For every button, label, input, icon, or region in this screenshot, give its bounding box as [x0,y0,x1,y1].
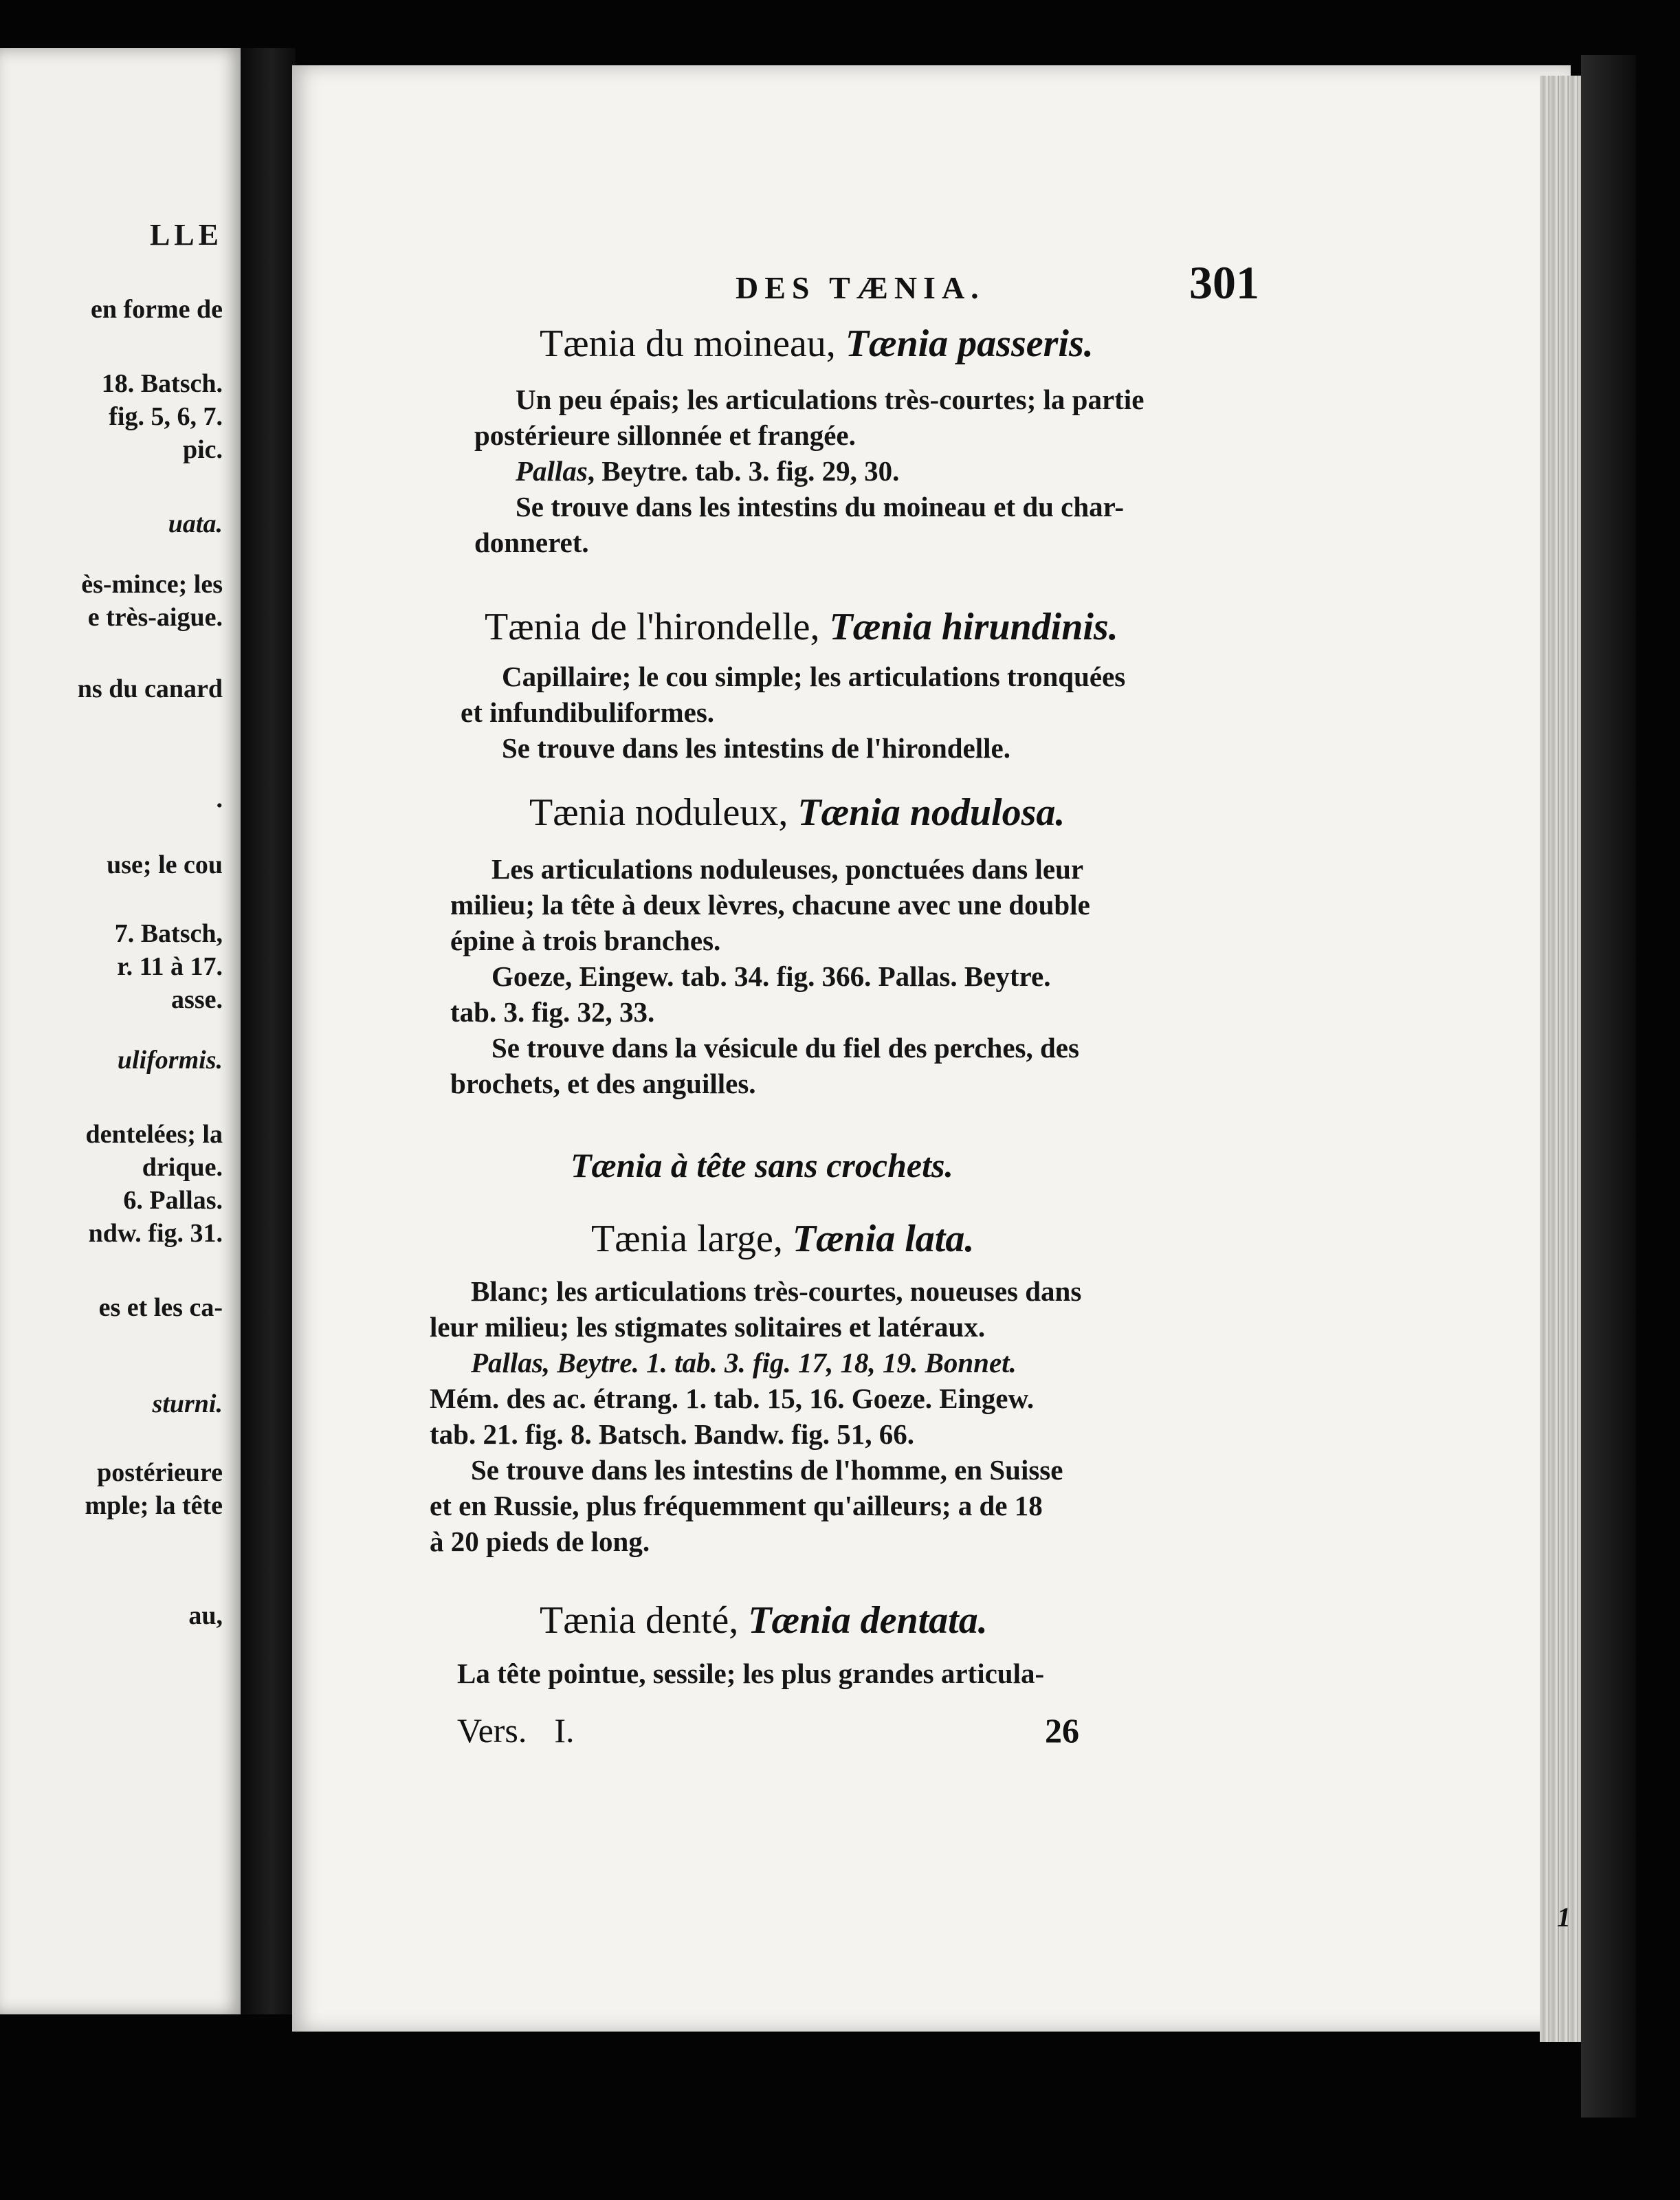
entry-latin-name: Tænia passeris. [845,322,1094,365]
text-line [474,453,1144,489]
left-page-line: mple; la tête [85,1491,223,1520]
entry-description [457,1656,1044,1691]
left-page-line: use; le cou [107,850,223,879]
left-page-line: ns du canard [77,674,223,703]
citation-line: Pallas, Beytre. 1. tab. 3. fig. 17, 18, 19. Bonnet. [471,1347,1017,1378]
signature-number: 26 [1045,1711,1079,1750]
left-page-line: drique. [142,1153,223,1182]
citation-line: Mém. des ac. étrang. 1. tab. 15, 16. Goeze. Eingew. [430,1383,1035,1414]
text-line: Se trouve dans les intestins de l'homme, en Suisse [471,1454,1063,1486]
left-page-line: e très-aigue. [87,603,223,632]
left-page-line: 6. Pallas. [123,1186,223,1215]
author-name: Pallas [516,455,588,487]
text-line: milieu; la tête à deux lèvres, chacune avec une double [450,889,1090,921]
left-page-line: r. 11 à 17. [117,952,223,981]
entry-name: Tænia du moineau, [540,322,836,365]
signature-mark [457,1710,575,1750]
left-page-line: LLE [149,218,223,252]
left-page-line: uata. [168,509,223,538]
text-line: postérieure sillonnée et frangée. [474,419,856,451]
text-line: Les articulations noduleuses, ponctuées dans leur [491,853,1084,885]
text-line: Se trouve dans la vésicule du fiel des perches, des [491,1032,1079,1064]
left-page-line: fig. 5, 6, 7. [109,402,223,431]
section-title: Tænia à tête sans crochets. [571,1146,953,1185]
entry-latin-name: Tænia nodulosa. [797,791,1065,834]
citation-line: tab. 21. fig. 8. Batsch. Bandw. fig. 51, 66. [430,1418,915,1450]
entry-name: Tænia de l'hirondelle, [485,606,820,648]
left-page-line: au, [188,1601,223,1630]
entry-title-dentata [540,1598,988,1642]
left-page-line: 18. Batsch. [101,369,223,398]
running-head: DES TÆNIA. [736,270,985,305]
entry-name: Tænia large, [591,1218,783,1260]
left-page-line: postérieure [97,1458,223,1487]
text-line: épine à trois branches. [450,925,721,956]
text-line: et en Russie, plus fréquemment qu'ailleurs; a de 18 [430,1490,1043,1521]
entry-title-lata [591,1217,974,1261]
entry-latin-name: Tænia lata. [792,1218,975,1260]
left-page-line: ndw. fig. 31. [88,1219,223,1248]
left-page-line: asse. [171,985,223,1014]
text-line: brochets, et des anguilles. [450,1068,756,1099]
entry-title-passeris [540,322,1094,366]
text-line: donneret. [474,527,589,558]
left-page-line: dentelées; la [85,1120,223,1149]
entry-name: Tænia denté, [540,1599,739,1642]
text-line: Capillaire; le cou simple; les articulations tronquées [502,661,1126,692]
book-gutter [241,48,296,2014]
left-page-line: sturni. [152,1389,223,1418]
entry-title-hirundinis [485,605,1118,649]
left-page-line: . [216,784,223,813]
citation-line: tab. 3. fig. 32, 33. [450,996,655,1028]
citation: , Beytre. tab. 3. fig. 29, 30. [587,455,900,487]
left-page-line: es et les ca- [98,1293,223,1322]
entry-description [430,1273,1081,1559]
text-line: leur milieu; les stigmates solitaires et latéraux. [430,1311,986,1343]
text-line: Blanc; les articulations très-courtes, noueuses dans [471,1275,1082,1307]
text-line: à 20 pieds de long. [430,1526,650,1557]
signature-label: Vers. [457,1711,527,1750]
text-line: et infundibuliformes. [461,696,715,728]
book-cover-board [1581,55,1636,2118]
edge-mark: 1 [1557,1902,1571,1933]
left-facing-page [0,48,241,2014]
left-page-line: 7. Batsch, [114,919,223,948]
entry-name: Tænia noduleux, [529,791,788,834]
citation-line: Goeze, Eingew. tab. 34. fig. 366. Pallas. Beytre. [491,960,1051,992]
text-line: La tête pointue, sessile; les plus grandes articula- [457,1658,1045,1689]
entry-latin-name: Tænia hirundinis. [829,606,1118,648]
entry-title-nodulosa [529,791,1065,835]
text-line: Se trouve dans les intestins du moineau et du char- [516,491,1125,522]
entry-latin-name: Tænia dentata. [748,1599,988,1642]
left-page-line: uliformis. [117,1046,223,1075]
entry-description [474,382,1144,560]
left-page-line: ès-mince; les [81,570,223,599]
left-page-line: en forme de [90,295,223,324]
signature-volume: I. [554,1711,575,1750]
left-page-line: pic. [182,435,223,464]
text-line: Un peu épais; les articulations très-courtes; la partie [516,384,1145,415]
page-number: 301 [1189,256,1259,309]
entry-description [450,851,1090,1101]
entry-description [461,659,1125,766]
text-line: Se trouve dans les intestins de l'hirondelle. [502,732,1010,764]
